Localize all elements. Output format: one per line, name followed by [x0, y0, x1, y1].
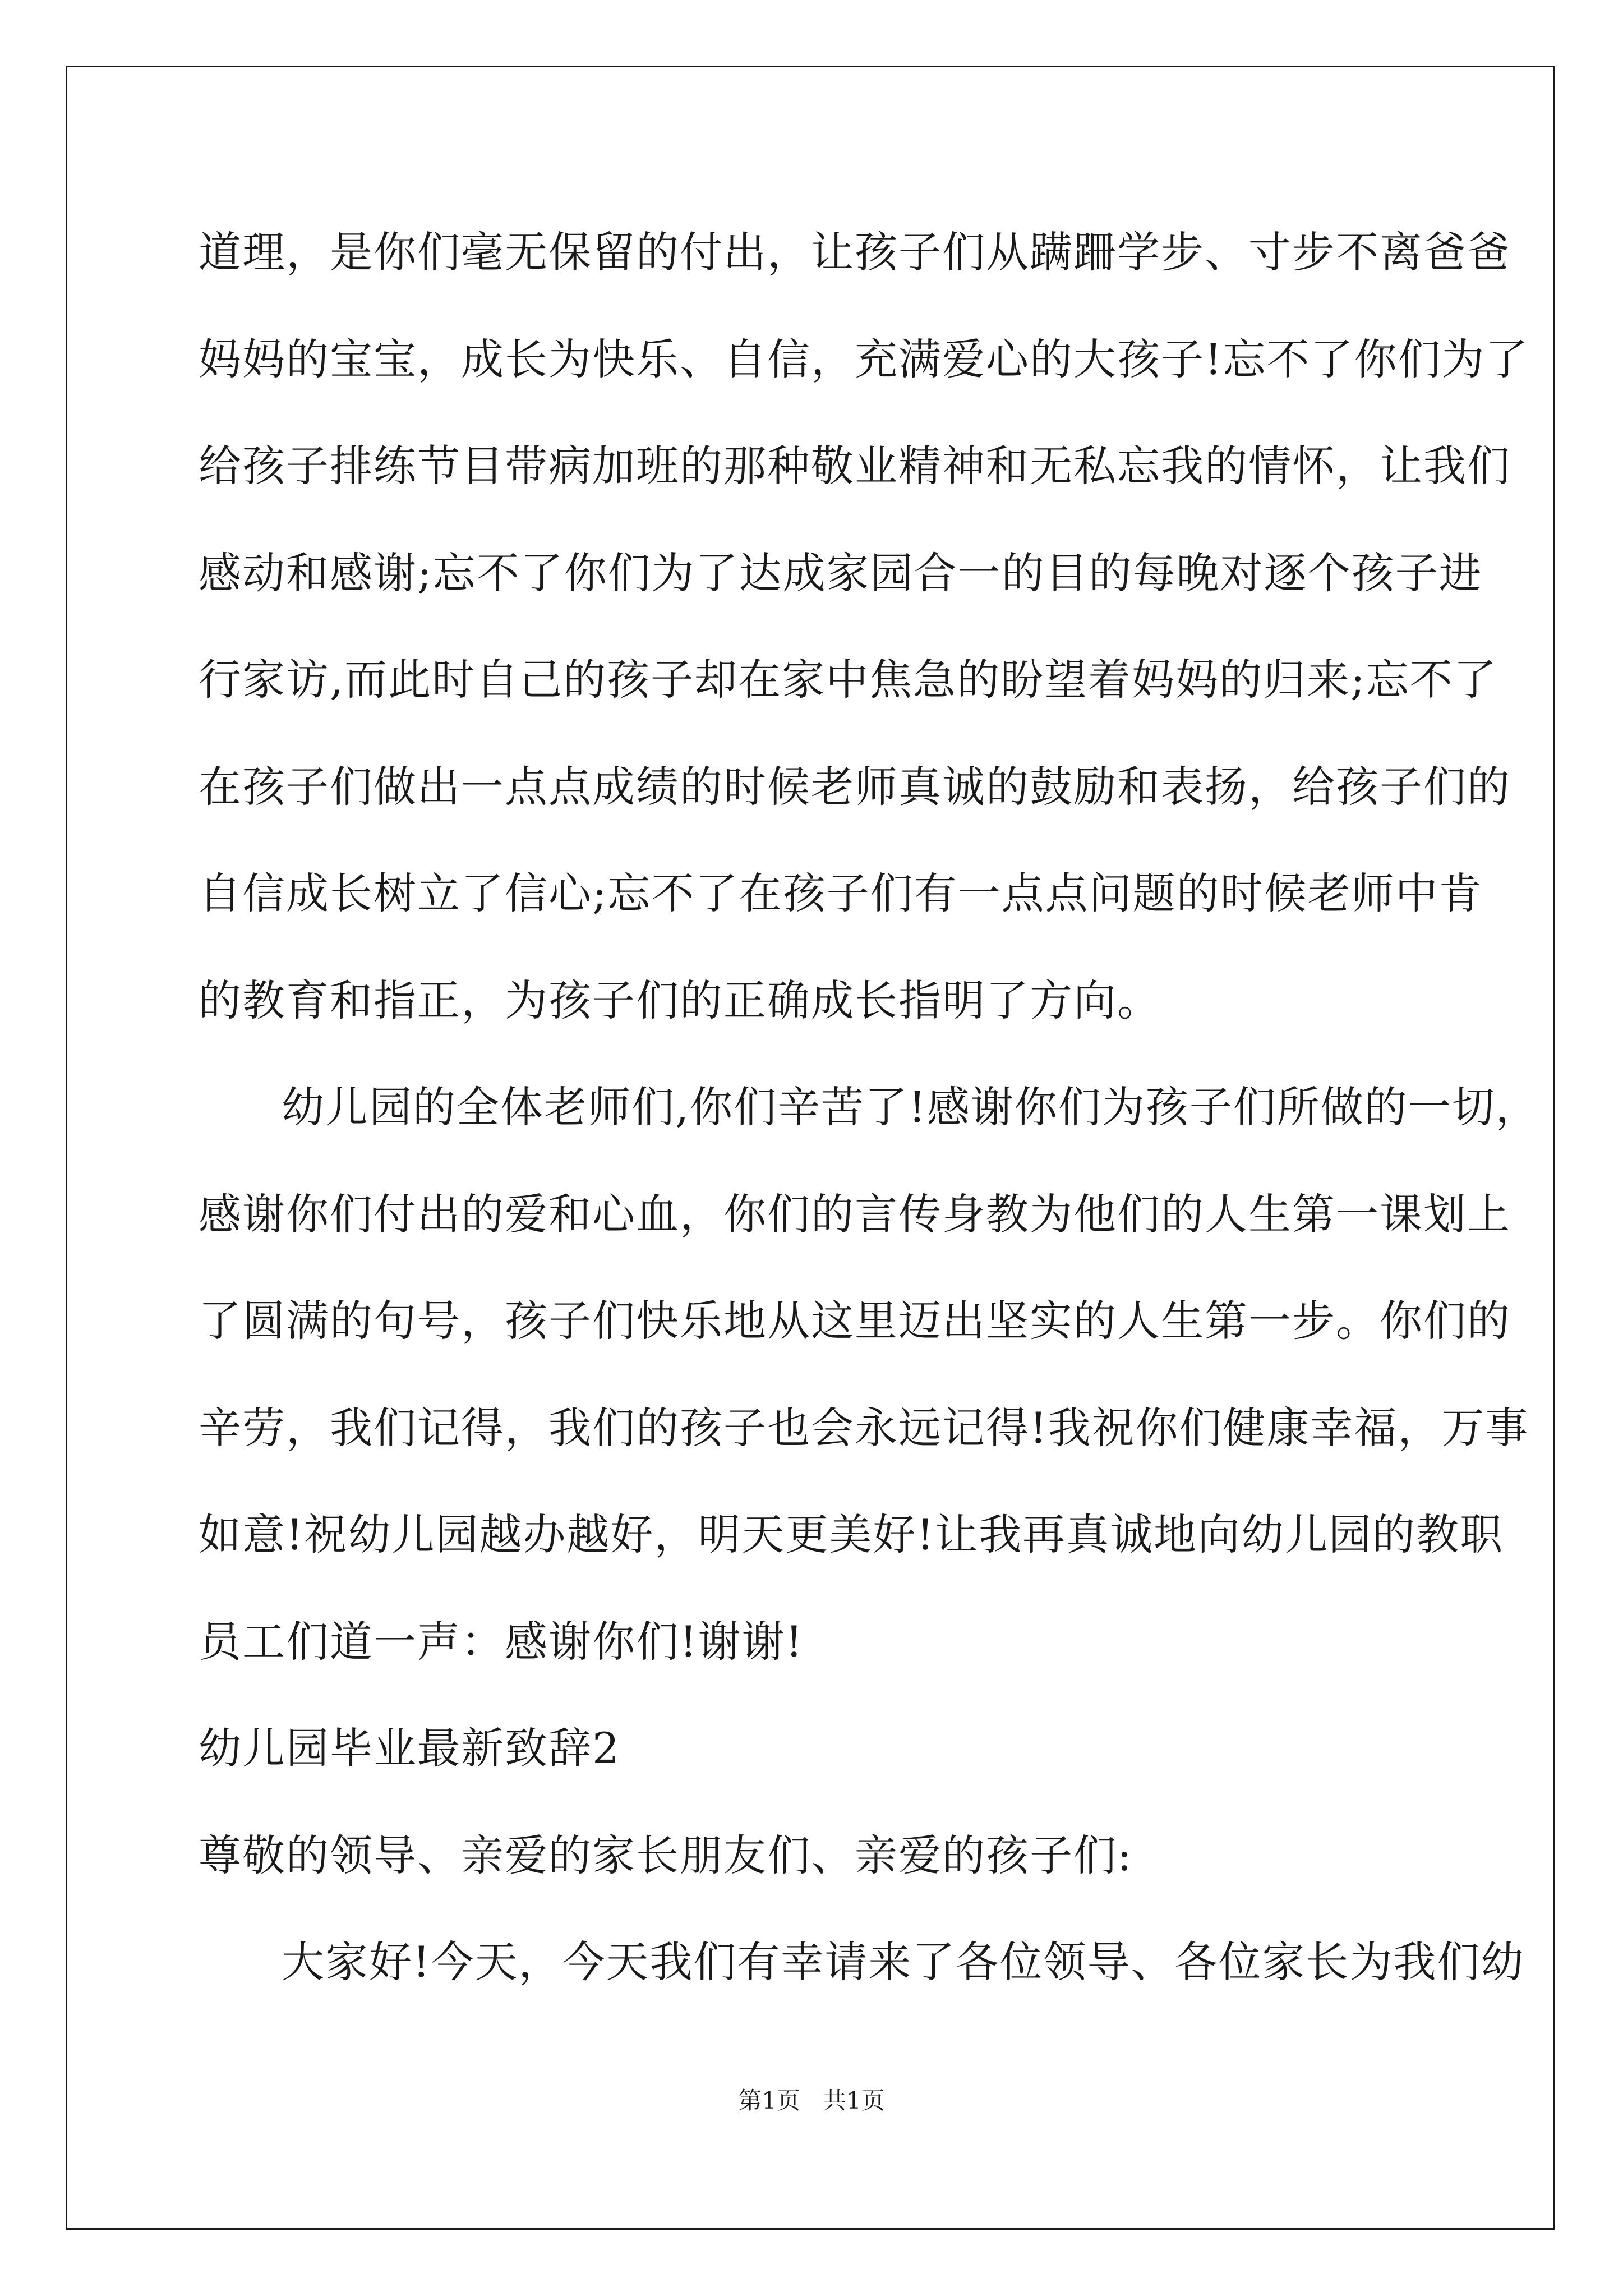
- paragraph-start-line: 大家好!今天，今天我们有幸请来了各位领导、各位家长为我们幼: [282, 1937, 1525, 1987]
- page-footer: 第1页 共1页: [738, 2087, 885, 2114]
- text-line: 道理，是你们毫无保留的付出，让孩子们从蹒跚学步、寸步不离爸爸: [199, 227, 1511, 277]
- salutation-line: 尊敬的领导、亲爱的家长朋友们、亲爱的孩子们:: [199, 1830, 1133, 1880]
- text-line: 在孩子们做出一点点成绩的时候老师真诚的鼓励和表扬，给孩子们的: [199, 761, 1511, 812]
- text-line: 如意!祝幼儿园越办越好，明天更美好!让我再真诚地向幼儿园的教职: [199, 1510, 1504, 1559]
- text-line: 了圆满的句号，孩子们快乐地从这里迈出坚实的人生第一步。你们的: [199, 1296, 1511, 1346]
- text-line: 感动和感谢;忘不了你们为了达成家园合一的目的每晚对逐个孩子进: [199, 547, 1483, 598]
- text-line: 辛劳，我们记得，我们的孩子也会永远记得!我祝你们健康幸福，万事: [199, 1402, 1529, 1453]
- text-line: 的教育和指正，为孩子们的正确成长指明了方向。: [199, 975, 1161, 1025]
- paragraph-start-line: 幼儿园的全体老师们,你们辛苦了!感谢你们为孩子们所做的一切，: [282, 1082, 1539, 1132]
- section-heading: 幼儿园毕业最新致辞2: [199, 1723, 621, 1773]
- text-line: 自信成长树立了信心;忘不了在孩子们有一点点问题的时候老师中肯: [199, 868, 1483, 918]
- text-line: 感谢你们付出的爱和心血，你们的言传身教为他们的人生第一课划上: [199, 1189, 1511, 1239]
- text-line: 行家访,而此时自己的孩子却在家中焦急的盼望着妈妈的归来;忘不了: [199, 655, 1497, 705]
- text-line: 妈妈的宝宝，成长为快乐、自信，充满爱心的大孩子!忘不了你们为了: [199, 334, 1529, 384]
- document-body: [199, 202, 1539, 2019]
- text-line: 给孩子排练节目带病加班的那种敬业精神和无私忘我的情怀，让我们: [199, 441, 1511, 491]
- text-line: 员工们道一声：感谢你们!谢谢!: [199, 1616, 804, 1667]
